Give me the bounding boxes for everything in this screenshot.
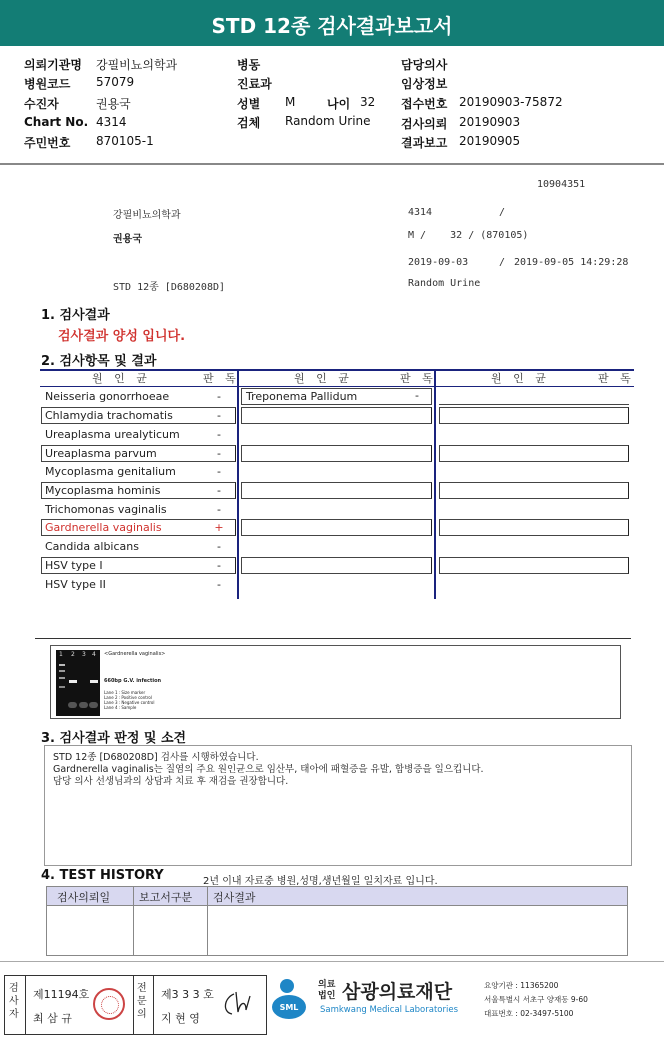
table-divider-1 xyxy=(237,369,239,599)
organism-name: Mycoplasma genitalium xyxy=(45,465,176,478)
header-label: 수진자 xyxy=(24,97,59,111)
header-value: M xyxy=(285,95,296,109)
table-header-border xyxy=(40,386,634,387)
contact-info: 요양기관 : 11365200 서울특별시 서초구 양재동 9-60 대표번호 : 02-3497-5100 xyxy=(484,981,588,1018)
empty-cell xyxy=(439,519,629,536)
header-value: 20190905 xyxy=(459,134,521,148)
opinion-line-3: 담당 의사 선생님과의 상담과 치료 후 재검을 권장합니다. xyxy=(53,776,289,787)
header-label: 병동 xyxy=(237,58,261,72)
header-divider xyxy=(0,163,664,165)
header-label: 성별 xyxy=(237,97,261,111)
report-title: STD 12종 검사결과보고서 xyxy=(0,0,664,46)
date-reported: 2019-09-05 14:29:28 xyxy=(514,257,629,268)
specialist-label: 전 문 의 xyxy=(137,983,147,1020)
gel-legend-item: Lane 4 : Sample xyxy=(104,705,137,710)
opinion-textbox xyxy=(44,745,632,866)
organism-cell xyxy=(41,407,236,424)
table-divider-2 xyxy=(434,369,436,599)
header-value: 57079 xyxy=(96,75,135,89)
section-divider xyxy=(35,638,631,639)
header-label: 의뢰기관명 xyxy=(24,58,82,72)
positive-result: 검사결과 양성 입니다. xyxy=(58,329,186,344)
date-slash: / xyxy=(499,257,506,268)
header-value: Random Urine xyxy=(285,114,371,128)
primer-blob xyxy=(89,702,98,708)
positive-band xyxy=(69,680,77,683)
sml-logo xyxy=(270,977,314,1021)
primer-blob xyxy=(79,702,88,708)
empty-cell xyxy=(439,482,629,499)
header-value: 20190903 xyxy=(459,115,521,129)
logo-body: SML xyxy=(272,995,306,1019)
primer-blob xyxy=(68,702,77,708)
history-table xyxy=(46,886,628,956)
col2-judge-header: 판 독 xyxy=(400,372,437,385)
organism-name: Ureaplasma urealyticum xyxy=(45,428,180,441)
organism-result: - xyxy=(217,559,221,572)
organism-result: + xyxy=(214,521,224,534)
inspector-seal xyxy=(93,988,125,1020)
empty-cell xyxy=(241,519,432,536)
empty-cell xyxy=(439,388,629,405)
header-label: 진료과 xyxy=(237,77,272,91)
header-label: 병원코드 xyxy=(24,77,71,91)
foundation-en: Samkwang Medical Laboratories xyxy=(320,1005,459,1015)
organism-name: Trichomonas vaginalis xyxy=(45,503,167,516)
organism-name: Candida albicans xyxy=(45,540,139,553)
section4-title: 4. TEST HISTORY xyxy=(41,868,164,883)
gel-photo xyxy=(56,650,100,716)
marker-band xyxy=(59,686,65,688)
lane-1-label: 1 xyxy=(59,651,63,658)
treponema-value: - xyxy=(415,389,419,402)
header-label: 접수번호 xyxy=(401,97,448,111)
treponema-cell xyxy=(241,388,432,405)
specimen-type: Random Urine xyxy=(408,278,481,289)
history-note: 2년 이내 자료중 병원,성명,생년월일 일치자료 입니다. xyxy=(203,876,438,887)
sig-divider xyxy=(133,976,134,1034)
organism-result: - xyxy=(217,484,221,497)
specialist-name: 지 현 영 xyxy=(161,1012,200,1025)
chart-slash: / xyxy=(499,207,506,218)
gel-band-label: 660bp G.V. infection xyxy=(104,678,162,684)
section3-title: 3. 검사결과 판정 및 소견 xyxy=(41,731,187,746)
footer-divider xyxy=(0,961,664,962)
col1-judge-header: 판 독 xyxy=(203,372,240,385)
lane-3-label: 3 xyxy=(82,651,86,658)
patient-sex-age: M / 32 / (870105) xyxy=(408,230,529,241)
specialist-signature xyxy=(220,988,260,1018)
lane-2-label: 2 xyxy=(71,651,75,658)
header-value: 870105-1 xyxy=(96,134,154,148)
header-label: 검체 xyxy=(237,116,261,130)
organism-result: - xyxy=(217,578,221,591)
patient-name: 권용국 xyxy=(113,234,142,245)
foundation-name: 삼광의료재단 xyxy=(342,981,453,1003)
organism-name: Mycoplasma hominis xyxy=(45,484,161,497)
date-received: 2019-09-03 xyxy=(408,257,469,268)
logo-head xyxy=(280,979,294,993)
opinion-line-1: STD 12종 [D680208D] 검사를 시행하였습니다. xyxy=(53,752,259,763)
gel-legend-item: Lane 1 : Size marker xyxy=(104,690,146,695)
organism-name: Gardnerella vaginalis xyxy=(45,521,162,534)
inspector-name: 최 삼 규 xyxy=(33,1012,72,1025)
col2-organism-header: 원 인 균 xyxy=(294,372,353,385)
header-value: 4314 xyxy=(96,115,127,129)
empty-cell xyxy=(439,445,629,462)
footer xyxy=(0,967,664,1040)
marker-band xyxy=(59,670,65,672)
history-col-divider xyxy=(133,887,134,955)
section1-title: 1. 검사결과 xyxy=(41,308,110,323)
history-col-result: 검사결과 xyxy=(213,891,256,904)
organism-cell xyxy=(41,482,236,499)
header-info xyxy=(0,46,664,164)
organism-result: - xyxy=(217,540,221,553)
empty-cell xyxy=(241,482,432,499)
gel-image-panel xyxy=(50,645,621,719)
empty-cell xyxy=(241,407,432,424)
clinic-name: 강필비뇨의학과 xyxy=(113,210,181,221)
test-name: STD 12종 [D680208D] xyxy=(113,282,226,293)
header-label: 임상정보 xyxy=(401,77,448,91)
organism-name: Ureaplasma parvum xyxy=(45,447,157,460)
empty-cell xyxy=(241,445,432,462)
section2-title: 2. 검사항목 및 결과 xyxy=(41,354,157,369)
gel-legend-item: Lane 3 : Negative control xyxy=(104,700,155,705)
sample-band xyxy=(90,680,98,683)
organism-cell xyxy=(41,519,236,536)
organism-name: HSV type I xyxy=(45,559,103,572)
gel-legend-item: Lane 2 : Positive control xyxy=(104,695,152,700)
organism-name: Neisseria gonorrhoeae xyxy=(45,390,170,403)
opinion-line-2: Gardnerella vaginalis는 질염의 주요 원인균으로 임산부, 태아에 패혈증을 유발, 합병증을 일으킵니다. xyxy=(53,764,484,775)
age-label: 나이 xyxy=(327,97,351,111)
col3-organism-header: 원 인 균 xyxy=(491,372,550,385)
seal-inner xyxy=(101,996,119,1014)
header-value: 권용국 xyxy=(96,97,131,111)
history-col-type: 보고서구분 xyxy=(139,891,193,904)
empty-cell xyxy=(439,557,629,574)
inspector-license: 제11194호 xyxy=(33,988,90,1001)
marker-band xyxy=(59,677,65,679)
history-col-divider xyxy=(207,887,208,955)
header-label: 담당의사 xyxy=(401,58,448,72)
col3-judge-header: 판 독 xyxy=(598,372,635,385)
organism-result: - xyxy=(217,465,221,478)
organism-result: - xyxy=(217,503,221,516)
organism-cell xyxy=(41,445,236,462)
signature-box xyxy=(4,975,267,1035)
header-label: Chart No. xyxy=(24,115,89,129)
chart-number: 4314 xyxy=(408,207,433,218)
col1-organism-header: 원 인 균 xyxy=(92,372,151,385)
organism-result: - xyxy=(217,428,221,441)
organism-result: - xyxy=(217,409,221,422)
header-value: 20190903-75872 xyxy=(459,95,563,109)
lane-4-label: 4 xyxy=(92,651,96,658)
organism-result: - xyxy=(217,447,221,460)
foundation-type: 의료 법인 xyxy=(318,980,336,1001)
age-value: 32 xyxy=(360,95,376,109)
header-value: 강필비뇨의학과 xyxy=(96,58,178,72)
organism-cell xyxy=(41,557,236,574)
organism-result: - xyxy=(217,390,221,403)
header-label: 결과보고 xyxy=(401,136,448,150)
history-header-row xyxy=(47,887,627,906)
report-code: 10904351 xyxy=(537,179,586,190)
history-col-date: 검사의뢰일 xyxy=(57,891,111,904)
organism-name: Chlamydia trachomatis xyxy=(45,409,173,422)
treponema-name: Treponema Pallidum xyxy=(246,390,358,403)
gel-title: <Gardnerella vaginalis> xyxy=(104,651,166,657)
header-label: 주민번호 xyxy=(24,136,71,150)
gel-legend xyxy=(104,690,154,710)
organism-name: HSV type II xyxy=(45,578,106,591)
inspector-label: 검 사 자 xyxy=(9,983,19,1020)
header-label: 검사의뢰 xyxy=(401,117,448,131)
specialist-license: 제3 3 3 호 xyxy=(161,988,214,1001)
empty-cell xyxy=(241,557,432,574)
sig-divider xyxy=(25,976,26,1034)
marker-band xyxy=(59,664,65,666)
empty-cell xyxy=(439,407,629,424)
sig-divider xyxy=(153,976,154,1034)
